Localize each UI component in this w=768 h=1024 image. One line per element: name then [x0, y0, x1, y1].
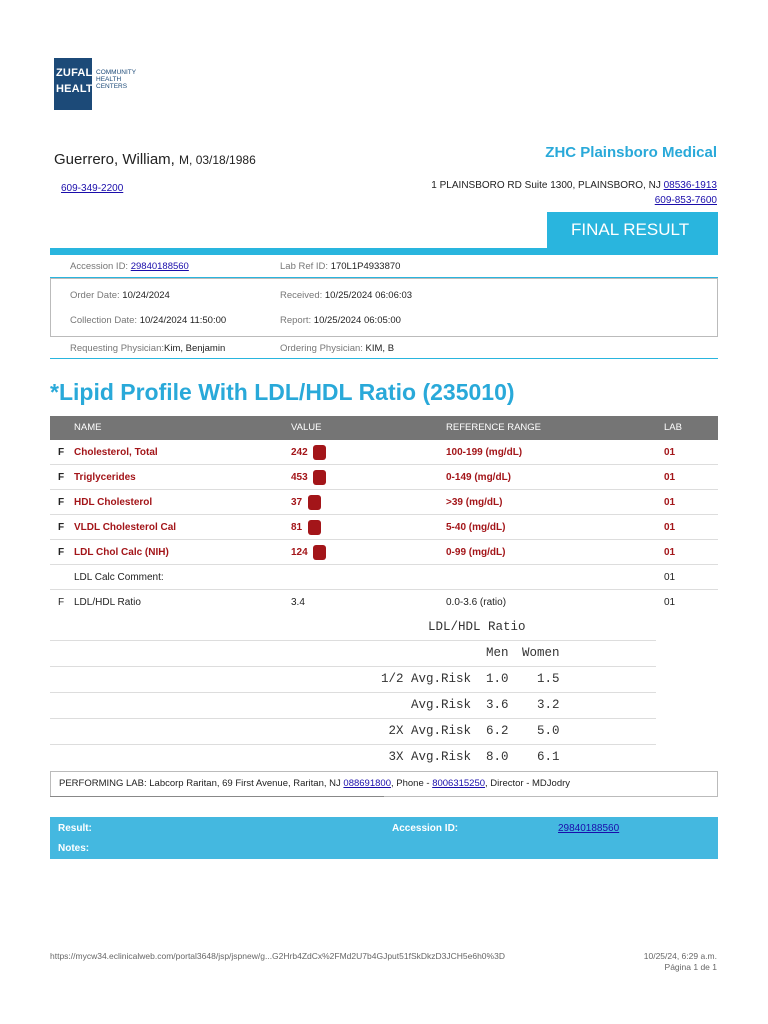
row-value: 3.4	[291, 597, 305, 608]
final-result-badge: FINAL RESULT	[547, 212, 718, 248]
table-row	[50, 515, 718, 540]
table-row	[50, 490, 718, 515]
logo-subtitle	[96, 69, 136, 90]
logo	[54, 58, 101, 110]
clinic-address-text: 1 PLAINSBORO RD Suite 1300, PLAINSBORO, NJ	[431, 180, 661, 191]
ratio-row-men: 3.6	[486, 698, 509, 712]
divider	[50, 796, 384, 797]
clinic-zip-link[interactable]: 08536-1913	[663, 180, 717, 191]
row-flag: F	[58, 547, 65, 558]
received-label: Received:	[280, 290, 323, 301]
accession-label: Accession ID:	[70, 261, 129, 272]
ord-physician-label: Ordering Physician:	[280, 343, 363, 354]
row-lab: 01	[664, 597, 676, 608]
patient-name-text: Guerrero, William,	[54, 151, 175, 168]
row-name: Triglycerides	[74, 472, 136, 483]
header-range: REFERENCE RANGE	[446, 422, 542, 433]
row-flag: F	[58, 597, 65, 608]
logo-sub-1: COMMUNITY	[96, 69, 137, 76]
table-row	[50, 540, 718, 565]
ratio-row-women: 5.0	[537, 724, 560, 738]
footer-page: Página 1 de 1	[664, 962, 717, 972]
row-lab: 01	[664, 497, 676, 508]
collection-date	[70, 315, 226, 326]
divider	[50, 358, 718, 359]
row-range: 0-99 (mg/dL)	[446, 547, 506, 558]
ratio-row-label: 1/2 Avg.Risk	[380, 672, 471, 686]
row-range: 100-199 (mg/dL)	[446, 447, 523, 458]
table-row	[50, 440, 718, 465]
footer-datetime: 10/25/24, 6:29 a.m.	[643, 951, 717, 961]
performing-lab-director: , Director - MDJodry	[485, 778, 571, 789]
divider	[50, 718, 656, 719]
abnormal-flag-icon	[308, 495, 321, 510]
collection-value: 10/24/2024 11:50:00	[139, 315, 227, 326]
row-value: 453	[291, 472, 308, 483]
ratio-table-title: LDL/HDL Ratio	[428, 620, 526, 634]
row-flag: F	[58, 472, 65, 483]
abnormal-flag-icon	[308, 520, 321, 535]
logo-sub-3: CENTERS	[96, 83, 128, 90]
result-label: Result:	[58, 823, 92, 834]
patient-phone-link[interactable]: 609-349-2200	[61, 183, 124, 194]
row-lab: 01	[664, 447, 676, 458]
footer-url: https://mycw34.eclinicalweb.com/portal3648/jsp/jspnew/g...G2Hrb4ZdCx%2FMd2U7b4GJput51fSkDkzD3JCH5e6h0%3D	[50, 951, 505, 961]
collection-label: Collection Date:	[70, 315, 138, 326]
accent-bar	[50, 248, 718, 255]
row-name: LDL/HDL Ratio	[74, 597, 141, 608]
header-value: VALUE	[291, 422, 322, 433]
abnormal-flag-icon	[313, 470, 326, 485]
row-name: LDL Chol Calc (NIH)	[74, 547, 169, 558]
received-value: 10/25/2024 06:06:03	[324, 290, 413, 301]
req-physician-label: Requesting Physician:	[70, 343, 164, 354]
ord-physician-value: KIM, B	[365, 343, 395, 354]
ratio-row-men: 6.2	[486, 724, 509, 738]
performing-lab	[50, 771, 718, 797]
ratio-row-men: 8.0	[486, 750, 509, 764]
clinic-name: ZHC Plainsboro Medical	[545, 144, 717, 161]
row-name: VLDL Cholesterol Cal	[74, 522, 177, 533]
row-range: >39 (mg/dL)	[446, 497, 503, 508]
performing-lab-phone-link[interactable]: 8006315250	[432, 778, 486, 789]
header-lab: LAB	[664, 422, 682, 433]
result-accession-label: Accession ID:	[392, 823, 459, 834]
ratio-row-label: 3X Avg.Risk	[388, 750, 471, 764]
row-flag: F	[58, 497, 65, 508]
divider	[50, 640, 656, 641]
ratio-row-men: 1.0	[486, 672, 509, 686]
table-row	[50, 565, 718, 590]
test-title: *Lipid Profile With LDL/HDL Ratio (235010)	[50, 379, 515, 405]
row-range: 5-40 (mg/dL)	[446, 522, 506, 533]
result-accession-link[interactable]: 29840188560	[558, 823, 620, 834]
performing-lab-phone-prefix: , Phone -	[390, 778, 430, 789]
row-flag: F	[58, 522, 65, 533]
row-name: HDL Cholesterol	[74, 497, 153, 508]
logo-word-1: ZUFALL	[56, 67, 100, 79]
performing-lab-zip-link[interactable]: 088691800	[343, 778, 391, 789]
header-name: NAME	[74, 422, 102, 433]
accession-link[interactable]: 29840188560	[130, 261, 189, 272]
row-value: 124	[291, 547, 308, 558]
ratio-row-women: 3.2	[537, 698, 560, 712]
patient-sex-dob: M, 03/18/1986	[179, 153, 256, 167]
clinic-address	[431, 178, 717, 208]
results-table-header	[50, 416, 718, 440]
row-range: 0.0-3.6 (ratio)	[446, 597, 507, 608]
result-bar	[50, 817, 718, 859]
order-date-label: Order Date:	[70, 290, 120, 301]
notes-label: Notes:	[58, 843, 90, 854]
row-name: Cholesterol, Total	[74, 447, 158, 458]
ordering-physician	[280, 343, 394, 354]
performing-lab-text: PERFORMING LAB: Labcorp Raritan, 69 First Avenue, Raritan, NJ	[59, 778, 341, 789]
row-range: 0-149 (mg/dL)	[446, 472, 512, 483]
abnormal-flag-icon	[313, 545, 326, 560]
report-value: 10/25/2024 06:05:00	[313, 315, 401, 326]
abnormal-flag-icon	[313, 445, 326, 460]
divider	[50, 692, 656, 693]
row-lab: 01	[664, 572, 676, 583]
report-date	[280, 315, 401, 326]
table-row	[50, 465, 718, 490]
table-row	[50, 590, 718, 615]
requesting-physician	[70, 343, 225, 354]
report-label: Report:	[280, 315, 312, 326]
row-name: LDL Calc Comment:	[74, 572, 164, 583]
ratio-col-women: Women	[522, 646, 560, 660]
row-lab: 01	[664, 472, 676, 483]
labref-value: 170L1P4933870	[330, 261, 401, 272]
row-value: 81	[291, 522, 303, 533]
order-date-value: 10/24/2024	[122, 290, 170, 301]
row-value: 37	[291, 497, 303, 508]
ratio-row-label: Avg.Risk	[410, 698, 471, 712]
row-flag: F	[58, 447, 65, 458]
ratio-row-women: 1.5	[537, 672, 560, 686]
row-value: 242	[291, 447, 308, 458]
ratio-row-women: 6.1	[537, 750, 560, 764]
received-date	[280, 290, 412, 301]
dates-box	[50, 278, 718, 337]
labref-label: Lab Ref ID:	[280, 261, 329, 272]
accession-id	[70, 261, 189, 272]
logo-sub-2: HEALTH	[96, 76, 122, 83]
row-lab: 01	[664, 547, 676, 558]
clinic-phone-link[interactable]: 609-853-7600	[654, 195, 717, 206]
divider	[50, 666, 656, 667]
patient-name	[54, 151, 256, 168]
divider	[50, 744, 656, 745]
order-date	[70, 290, 170, 301]
row-lab: 01	[664, 522, 676, 533]
lab-ref-id	[280, 261, 400, 272]
logo-word-2: HEALTH	[56, 83, 101, 95]
ratio-row-label: 2X Avg.Risk	[388, 724, 471, 738]
req-physician-value: Kim, Benjamin	[164, 343, 226, 354]
ratio-col-men: Men	[486, 646, 509, 660]
